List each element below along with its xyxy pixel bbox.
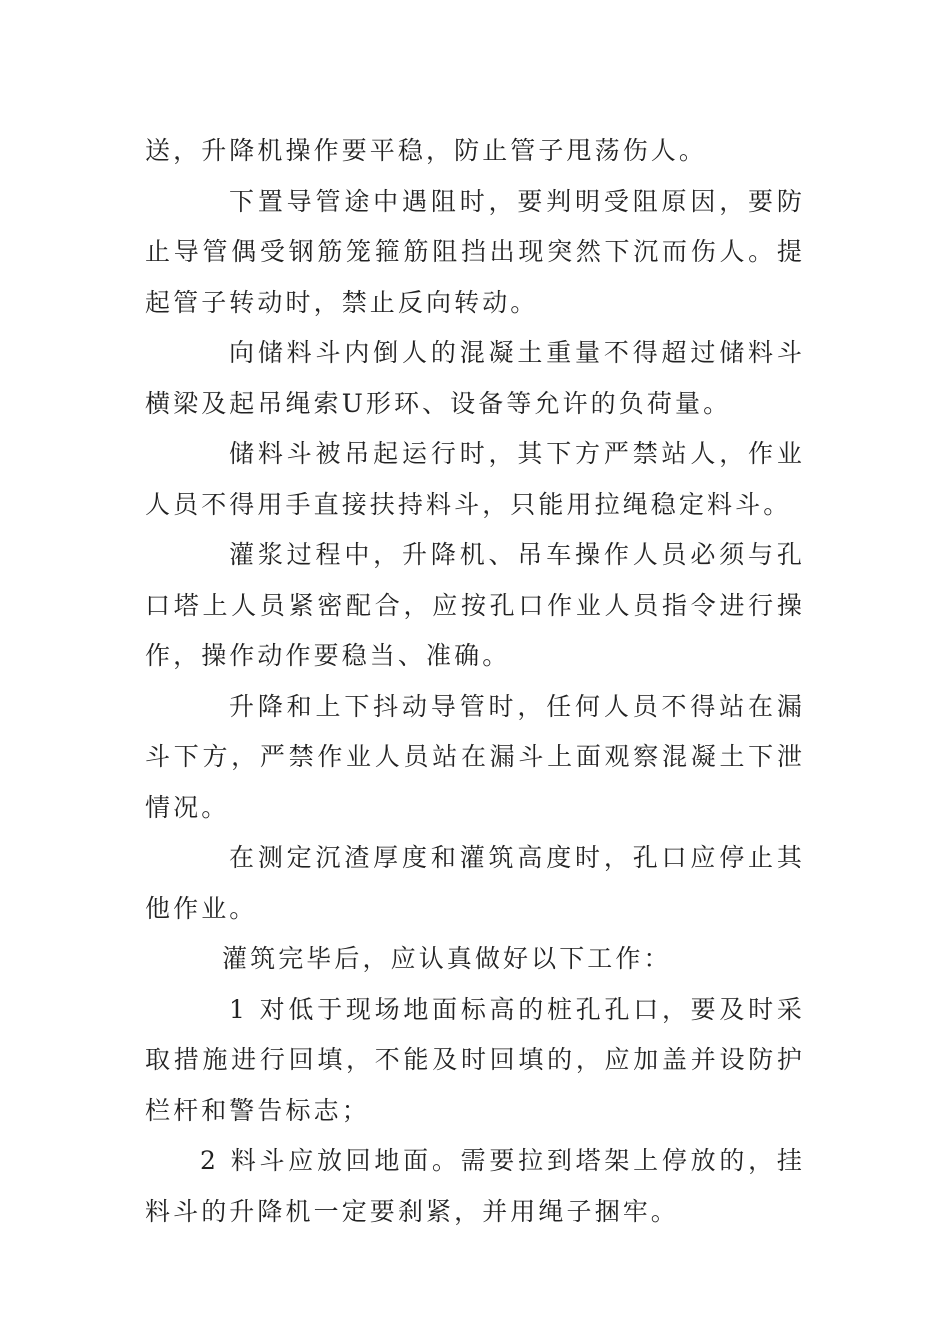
paragraph-hopper-load: 向储料斗内倒人的混凝土重量不得超过储料斗横梁及起吊绳索U形环、设备等允许的负荷量。 (145, 338, 805, 418)
paragraph-pipe-obstruction: 下置导管途中遇阻时，要判明受阻原因，要防止导管偶受钢筋笼箍筋阻挡出现突然下沉而伤人。提起管子转动时，禁止反向转动。 (145, 186, 805, 317)
paragraph-sediment-measurement: 在测定沉渣厚度和灌筑高度时，孔口应停止其他作业。 (145, 843, 805, 923)
paragraph-grouting-coordination: 灌浆过程中，升降机、吊车操作人员必须与孔口塔上人员紧密配合，应按孔口作业人员指令进行操作，操作动作要稳当、准确。 (145, 540, 805, 670)
paragraph-continuation: 送，升降机操作要平稳，防止管子甩荡伤人。 (145, 136, 708, 165)
document-page (145, 126, 805, 1237)
paragraph-pipe-shaking: 升降和上下抖动导管时，任何人员不得站在漏斗下方，严禁作业人员站在漏斗上面观察混凝土下泄情况。 (145, 691, 805, 822)
paragraph-after-pouring: 灌筑完毕后，应认真做好以下工作： (222, 944, 672, 973)
paragraph-hopper-lifting: 储料斗被吊起运行时，其下方严禁站人，作业人员不得用手直接扶持料斗，只能用拉绳稳定料斗。 (145, 439, 805, 519)
list-item-2: 2 料斗应放回地面。需要拉到塔架上停放的，挂料斗的升降机一定要刹紧，并用绳子捆牢。 (145, 1146, 805, 1226)
list-item-1: 1 对低于现场地面标高的桩孔孔口，要及时采取措施进行回填，不能及时回填的，应加盖并设防护栏杆和警告标志； (145, 994, 805, 1125)
